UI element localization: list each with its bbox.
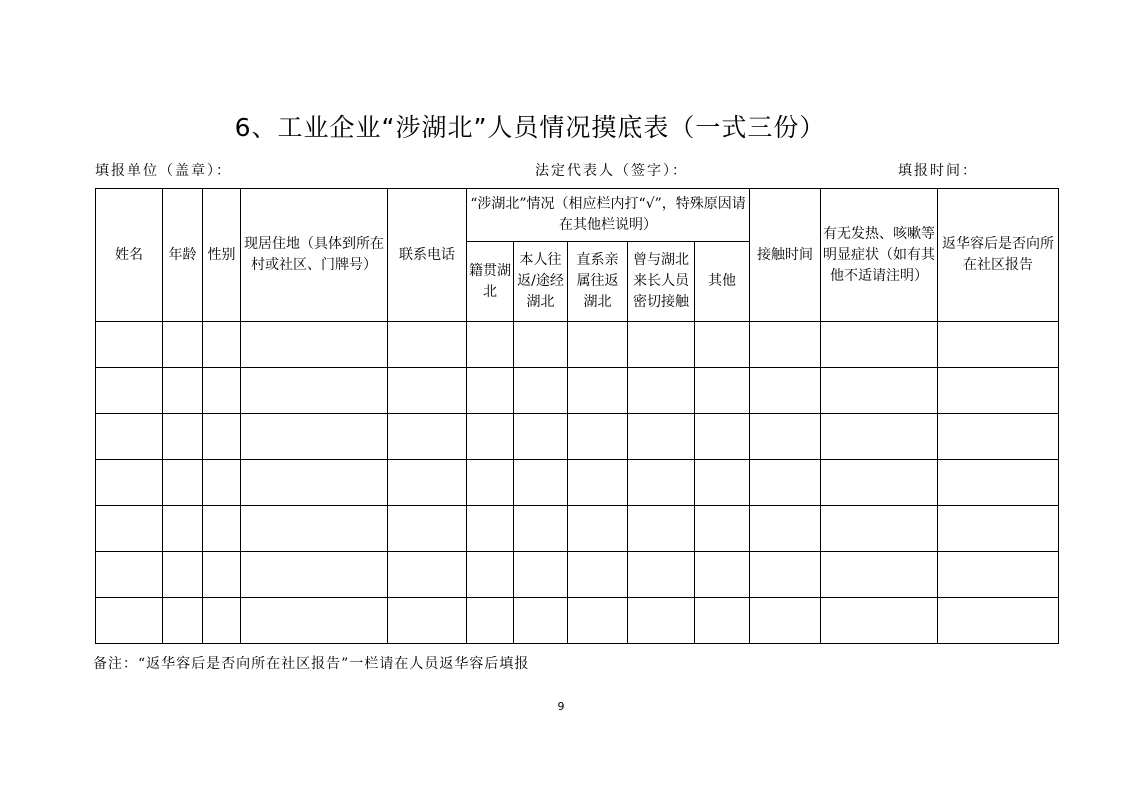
table-cell[interactable] bbox=[163, 322, 203, 368]
table-cell[interactable] bbox=[467, 414, 514, 460]
table-cell[interactable] bbox=[821, 506, 938, 552]
table-cell[interactable] bbox=[388, 460, 467, 506]
table-cell[interactable] bbox=[938, 460, 1059, 506]
table-cell[interactable] bbox=[467, 598, 514, 644]
table-cell[interactable] bbox=[203, 460, 241, 506]
table-cell[interactable] bbox=[750, 506, 821, 552]
header-hubei-native: 籍贯湖北 bbox=[467, 242, 514, 322]
table-cell[interactable] bbox=[821, 460, 938, 506]
table-cell[interactable] bbox=[938, 368, 1059, 414]
table-cell[interactable] bbox=[821, 598, 938, 644]
table-cell[interactable] bbox=[203, 414, 241, 460]
table-cell[interactable] bbox=[695, 506, 750, 552]
table-cell[interactable] bbox=[96, 506, 163, 552]
table-cell[interactable] bbox=[568, 598, 628, 644]
table-cell[interactable] bbox=[628, 598, 695, 644]
table-cell[interactable] bbox=[568, 460, 628, 506]
table-cell[interactable] bbox=[203, 322, 241, 368]
table-cell[interactable] bbox=[514, 368, 568, 414]
table-cell[interactable] bbox=[388, 414, 467, 460]
table-cell[interactable] bbox=[821, 552, 938, 598]
table-cell[interactable] bbox=[96, 322, 163, 368]
table-row bbox=[96, 506, 1059, 552]
table-cell[interactable] bbox=[388, 322, 467, 368]
table-cell[interactable] bbox=[388, 552, 467, 598]
table-cell[interactable] bbox=[163, 506, 203, 552]
table-cell[interactable] bbox=[695, 460, 750, 506]
table-cell[interactable] bbox=[750, 414, 821, 460]
table-cell[interactable] bbox=[241, 414, 388, 460]
table-cell[interactable] bbox=[241, 598, 388, 644]
table-cell[interactable] bbox=[467, 506, 514, 552]
table-cell[interactable] bbox=[163, 460, 203, 506]
table-cell[interactable] bbox=[388, 598, 467, 644]
table-cell[interactable] bbox=[938, 322, 1059, 368]
table-cell[interactable] bbox=[628, 368, 695, 414]
table-cell[interactable] bbox=[695, 368, 750, 414]
table-cell[interactable] bbox=[695, 552, 750, 598]
table-cell[interactable] bbox=[388, 506, 467, 552]
table-cell[interactable] bbox=[241, 368, 388, 414]
header-hubei-self: 本人往返/途经湖北 bbox=[514, 242, 568, 322]
table-cell[interactable] bbox=[568, 506, 628, 552]
table-cell[interactable] bbox=[203, 368, 241, 414]
table-cell[interactable] bbox=[821, 322, 938, 368]
table-cell[interactable] bbox=[938, 598, 1059, 644]
table-cell[interactable] bbox=[568, 414, 628, 460]
table-cell[interactable] bbox=[514, 414, 568, 460]
header-report: 返华容后是否向所在社区报告 bbox=[938, 189, 1059, 322]
table-cell[interactable] bbox=[938, 414, 1059, 460]
table-cell[interactable] bbox=[938, 552, 1059, 598]
table-cell[interactable] bbox=[695, 598, 750, 644]
header-address: 现居住地（具体到所在村或社区、门牌号） bbox=[241, 189, 388, 322]
table-cell[interactable] bbox=[568, 322, 628, 368]
table-cell[interactable] bbox=[514, 506, 568, 552]
table-cell[interactable] bbox=[467, 322, 514, 368]
table-cell[interactable] bbox=[821, 414, 938, 460]
table-cell[interactable] bbox=[514, 552, 568, 598]
legal-rep-label: 法定代表人（签字）： bbox=[535, 163, 688, 179]
header-hubei-group: “涉湖北”情况（相应栏内打“√”，特殊原因请在其他栏说明） bbox=[467, 189, 750, 242]
header-symptoms: 有无发热、咳嗽等明显症状（如有其他不适请注明） bbox=[821, 189, 938, 322]
table-cell[interactable] bbox=[96, 552, 163, 598]
table-cell[interactable] bbox=[514, 322, 568, 368]
table-cell[interactable] bbox=[750, 368, 821, 414]
table-cell[interactable] bbox=[628, 506, 695, 552]
table-cell[interactable] bbox=[163, 368, 203, 414]
table-row bbox=[96, 322, 1059, 368]
table-cell[interactable] bbox=[163, 552, 203, 598]
date-label: 填报时间： bbox=[898, 163, 978, 179]
table-cell[interactable] bbox=[695, 322, 750, 368]
table-cell[interactable] bbox=[467, 552, 514, 598]
table-cell[interactable] bbox=[203, 598, 241, 644]
table-cell[interactable] bbox=[96, 460, 163, 506]
table-cell[interactable] bbox=[750, 460, 821, 506]
header-phone: 联系电话 bbox=[388, 189, 467, 322]
table-cell[interactable] bbox=[938, 506, 1059, 552]
table-cell[interactable] bbox=[241, 460, 388, 506]
table-cell[interactable] bbox=[628, 552, 695, 598]
table-cell[interactable] bbox=[467, 460, 514, 506]
table-cell[interactable] bbox=[628, 460, 695, 506]
table-row bbox=[96, 368, 1059, 414]
header-age: 年龄 bbox=[163, 189, 203, 322]
table-row bbox=[96, 552, 1059, 598]
table-cell[interactable] bbox=[568, 368, 628, 414]
table-cell[interactable] bbox=[821, 368, 938, 414]
table-cell[interactable] bbox=[514, 460, 568, 506]
table-row bbox=[96, 414, 1059, 460]
page-number: 9 bbox=[557, 700, 565, 713]
unit-label: 填报单位（盖章）： bbox=[95, 163, 232, 179]
table-cell[interactable] bbox=[96, 368, 163, 414]
table-cell[interactable] bbox=[750, 322, 821, 368]
table-cell[interactable] bbox=[568, 552, 628, 598]
table-cell[interactable] bbox=[467, 368, 514, 414]
table-cell[interactable] bbox=[241, 552, 388, 598]
table-cell[interactable] bbox=[628, 322, 695, 368]
survey-table bbox=[95, 188, 1059, 644]
table-cell[interactable] bbox=[203, 552, 241, 598]
table-cell[interactable] bbox=[750, 598, 821, 644]
table-cell[interactable] bbox=[96, 414, 163, 460]
header-hubei-relative: 直系亲属往返湖北 bbox=[568, 242, 628, 322]
header-contact-time: 接触时间 bbox=[750, 189, 821, 322]
table-cell[interactable] bbox=[96, 598, 163, 644]
table-cell[interactable] bbox=[203, 506, 241, 552]
table-cell[interactable] bbox=[163, 598, 203, 644]
table-row bbox=[96, 460, 1059, 506]
page-title: 6、工业企业“涉湖北”人员情况摸底表（一式三份） bbox=[234, 113, 826, 142]
table-cell[interactable] bbox=[388, 368, 467, 414]
table-cell[interactable] bbox=[695, 414, 750, 460]
table-cell[interactable] bbox=[241, 322, 388, 368]
table-cell[interactable] bbox=[241, 506, 388, 552]
header-row-1 bbox=[96, 189, 1059, 242]
header-hubei-contact: 曾与湖北来长人员密切接触 bbox=[628, 242, 695, 322]
table-cell[interactable] bbox=[628, 414, 695, 460]
header-hubei-other: 其他 bbox=[695, 242, 750, 322]
header-name: 姓名 bbox=[96, 189, 163, 322]
table-cell[interactable] bbox=[750, 552, 821, 598]
header-gender: 性别 bbox=[203, 189, 241, 322]
table-row bbox=[96, 598, 1059, 644]
footer-note: 备注：“返华容后是否向所在社区报告”一栏请在人员返华容后填报 bbox=[93, 656, 530, 672]
table-body bbox=[96, 189, 1059, 644]
table-cell[interactable] bbox=[163, 414, 203, 460]
table-cell[interactable] bbox=[514, 598, 568, 644]
